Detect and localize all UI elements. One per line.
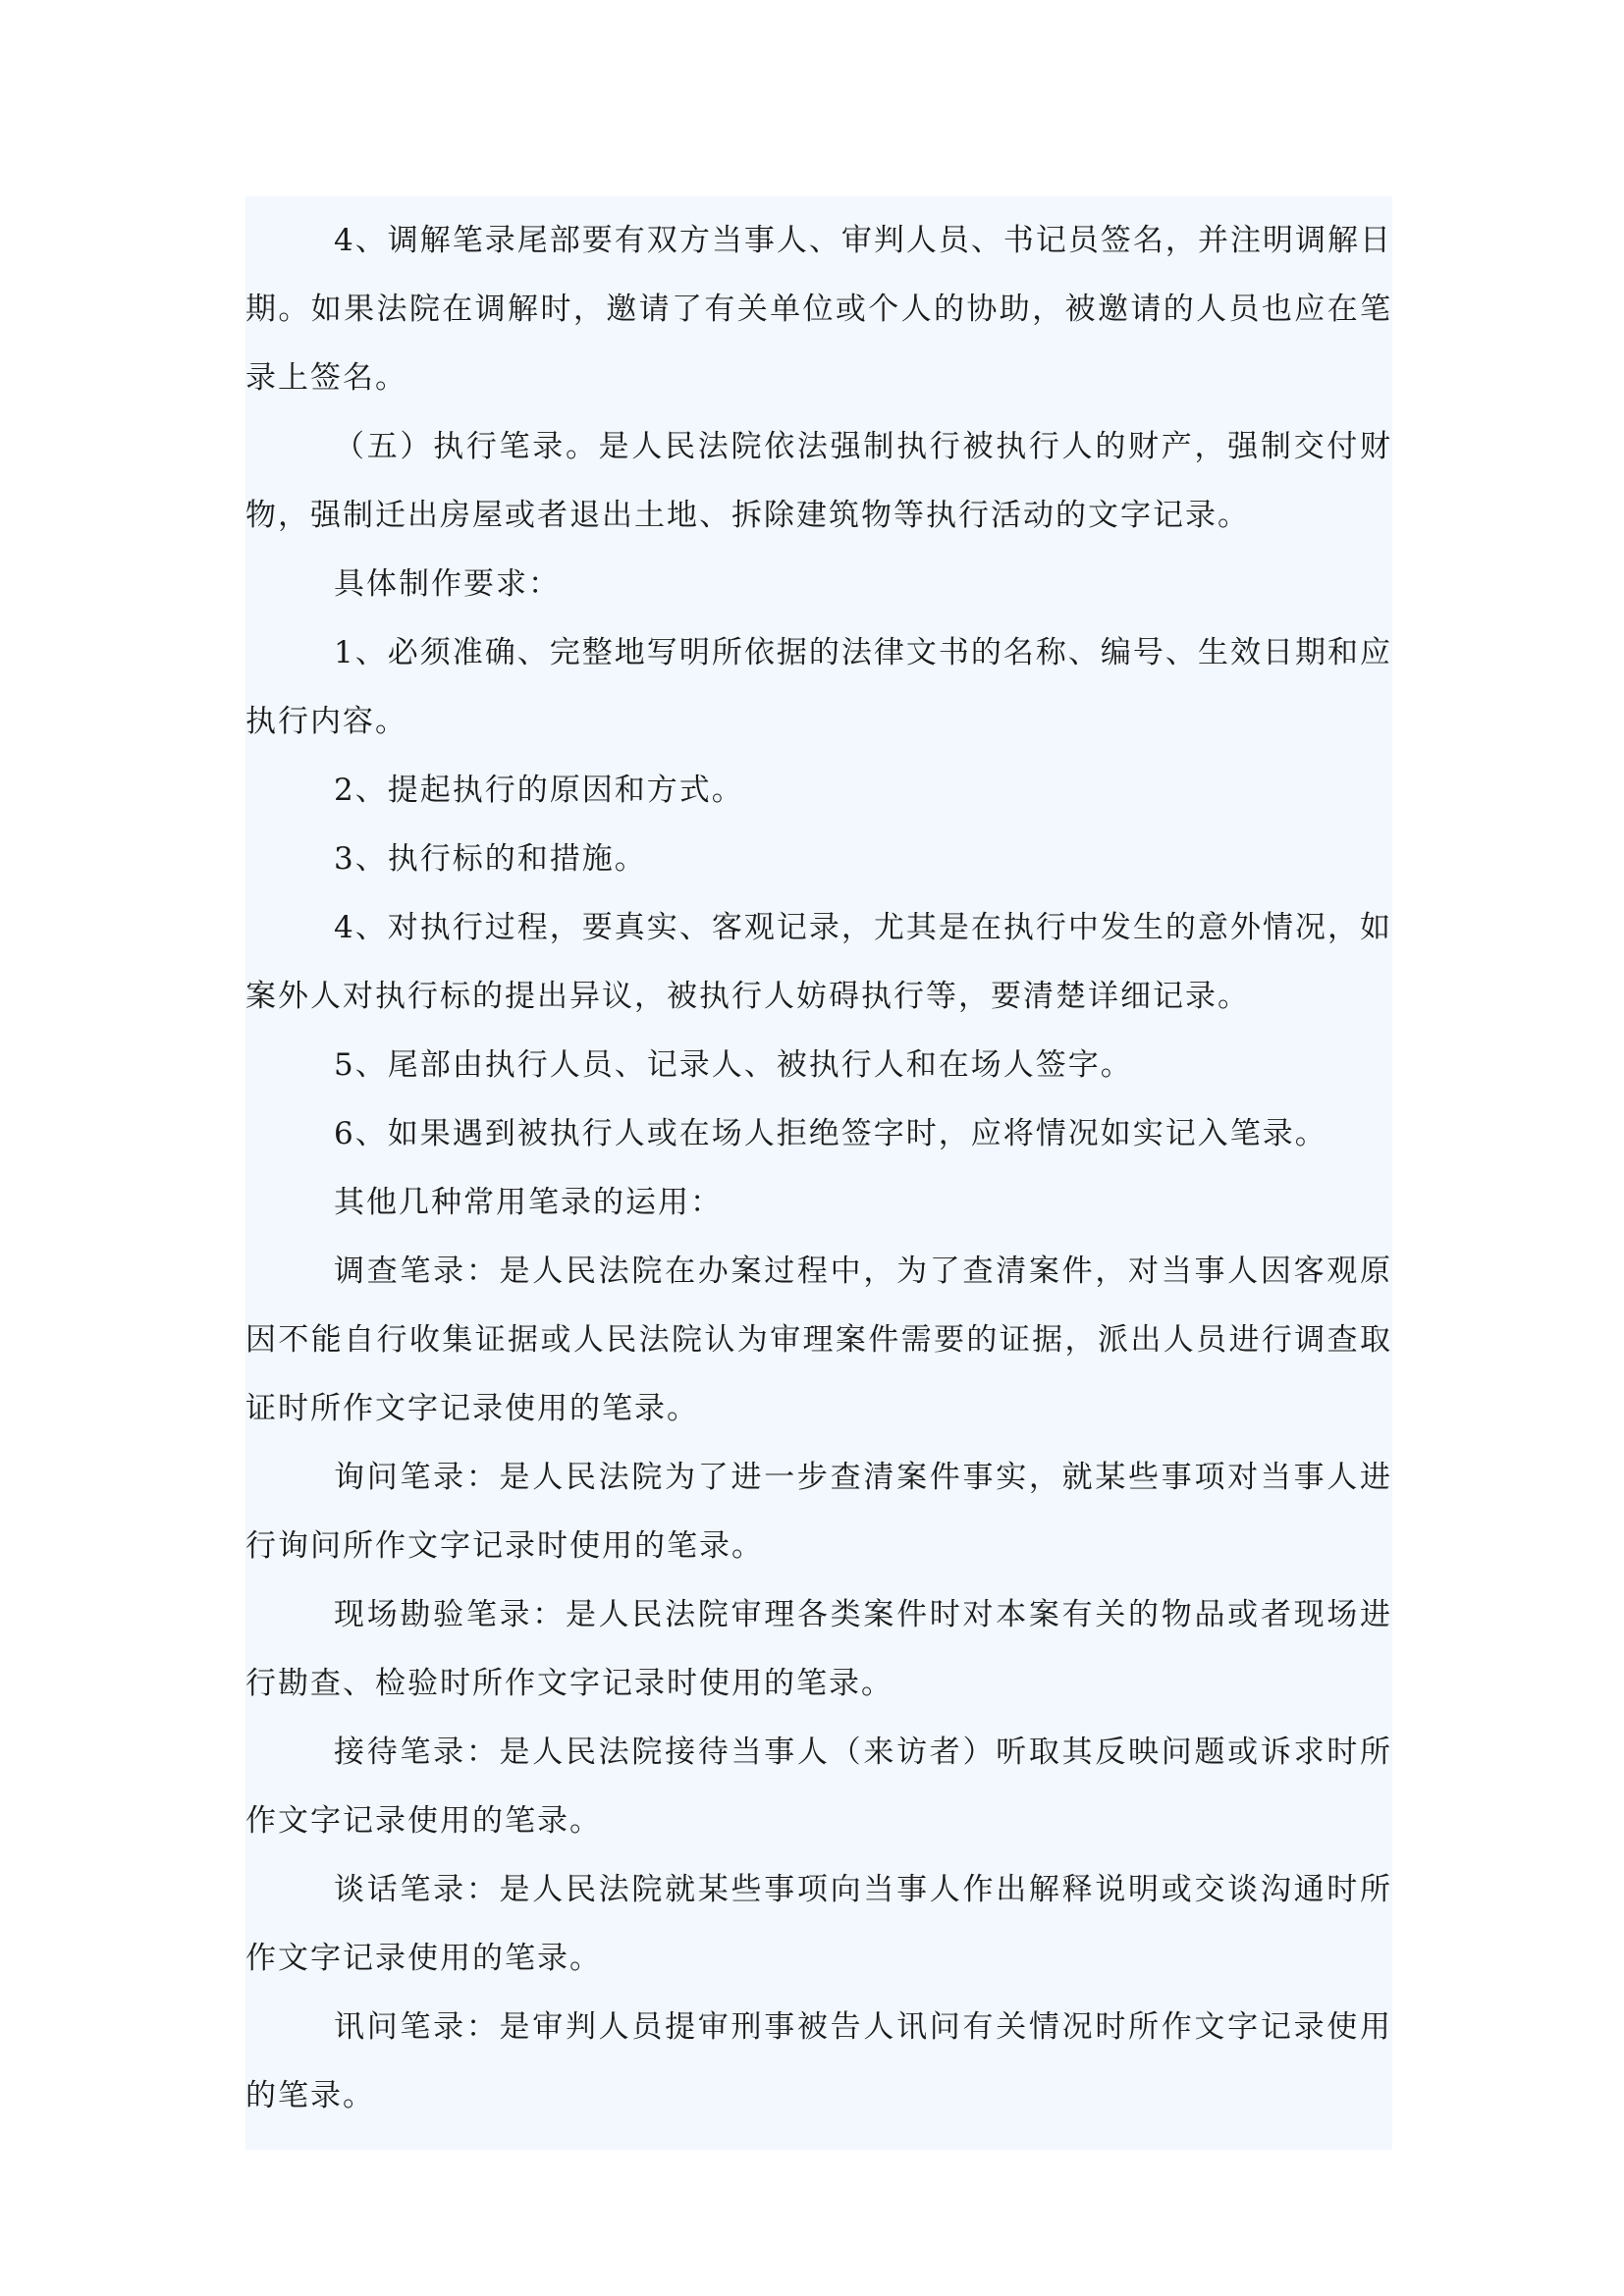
text-body [245, 196, 1392, 2150]
paragraph-site-inspection-record: 现场勘验笔录：是人民法院审理各类案件时对本案有关的物品或者现场进行勘查、检验时所作文字记录时使用的笔录。 [245, 1597, 1392, 1701]
paragraph-item-2: 2、提起执行的原因和方式。 [334, 773, 744, 808]
paragraph-item-3: 3、执行标的和措施。 [334, 841, 647, 877]
paragraph-item-4: 4、对执行过程，要真实、客观记录，尤其是在执行中发生的意外情况，如案外人对执行标的提出异议，被执行人妨碍执行等，要清楚详细记录。 [245, 910, 1392, 1014]
paragraph-other-records-heading: 其他几种常用笔录的运用： [334, 1185, 723, 1220]
paragraph-conversation-record: 谈话笔录：是人民法院就某些事项向当事人作出解释说明或交谈沟通时所作文字记录使用的笔录。 [245, 1872, 1392, 1976]
paragraph-reception-record: 接待笔录：是人民法院接待当事人（来访者）听取其反映问题或诉求时所作文字记录使用的笔录。 [245, 1735, 1392, 1839]
paragraph-item-1: 1、必须准确、完整地写明所依据的法律文书的名称、编号、生效日期和应执行内容。 [245, 635, 1392, 739]
paragraph-mediation-signatures: 4、调解笔录尾部要有双方当事人、审判人员、书记员签名，并注明调解日期。如果法院在调解时，邀请了有关单位或个人的协助，被邀请的人员也应在笔录上签名。 [245, 223, 1392, 396]
paragraph-enforcement-record: （五）执行笔录。是人民法院依法强制执行被执行人的财产，强制交付财物，强制迁出房屋或者退出土地、拆除建筑物等执行活动的文字记录。 [245, 429, 1392, 533]
paragraph-inquiry-record: 询问笔录：是人民法院为了进一步查清案件事实，就某些事项对当事人进行询问所作文字记录时使用的笔录。 [245, 1460, 1392, 1564]
paragraph-item-5: 5、尾部由执行人员、记录人、被执行人和在场人签字。 [334, 1047, 1133, 1083]
paragraph-investigation-record: 调查笔录：是人民法院在办案过程中，为了查清案件，对当事人因客观原因不能自行收集证据或人民法院认为审理案件需要的证据，派出人员进行调查取证时所作文字记录使用的笔录。 [245, 1254, 1392, 1426]
paragraph-item-6: 6、如果遇到被执行人或在场人拒绝签字时，应将情况如实记入笔录。 [334, 1116, 1327, 1151]
paragraph-requirements-heading: 具体制作要求： [334, 566, 561, 602]
paragraph-interrogation-record: 讯问笔录：是审判人员提审刑事被告人讯问有关情况时所作文字记录使用的笔录。 [245, 2009, 1392, 2113]
